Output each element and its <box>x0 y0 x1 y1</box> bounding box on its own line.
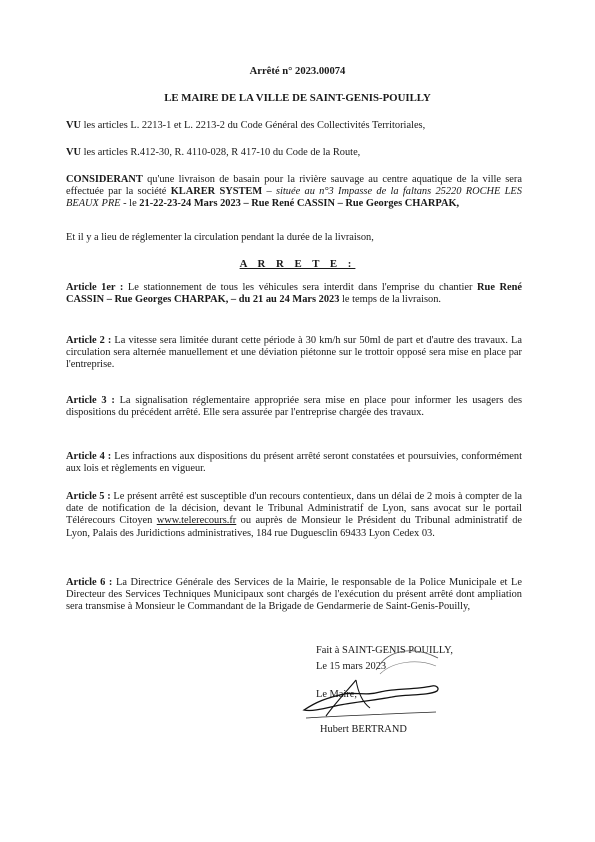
article-text: Le présent arrêté est susceptible d'un recours contentieux, dans un délai de 2 mois à compter de la date de notification de la décision, devant le Tribunal Administratif de Lyon, sans avocat sur le portail Télérecours Citoyen <box>66 491 522 527</box>
article-1 <box>66 282 522 306</box>
vu-paragraph-1 <box>66 120 522 132</box>
article-3 <box>66 395 522 419</box>
decree-reference: Arrêté n° 2023.00074 <box>249 66 346 77</box>
article-5 <box>66 491 522 540</box>
considerant-label: CONSIDERANT <box>66 174 143 185</box>
article-label: Article 5 : <box>66 491 111 502</box>
considerant-text: qu'une livraison de basain pour la rivière sauvage au centre aquatique de la ville sera effectuée par la société <box>66 174 522 198</box>
vu-label: VU <box>66 147 82 158</box>
article-text: La vitesse sera limitée durant cette période à 30 km/h sur 50ml de part et d'autre des travaux. La circulation sera alternée manuellement et une déviation piétonne sur le trottoir opposé sera mise en place par l'entreprise. <box>66 335 522 371</box>
article-text: le temps de la livraison. <box>339 294 442 306</box>
article-text: La Directrice Générale des Services de la Mairie, le responsable de la Police Municipale et Le Directeur des Services Techniques Municipaux sont chargés de l'exécution du présent arrêté dont ampliation sera transmise à Monsieur le Commandant de la Brigade de Gendarmerie de Saint-Genis-Pouilly, <box>66 577 522 613</box>
company-name: KLARER SYSTEM <box>170 186 263 198</box>
decision-heading: A R R E T E : <box>239 258 356 270</box>
vu-label: VU <box>66 120 82 131</box>
company-address: – située au n°3 Impasse de la faltans 25220 ROCHE LES BEAUX PRE <box>66 186 522 210</box>
vu-text: les articles R.412-30, R. 4110-028, R 417-10 du Code de la Route, <box>81 147 361 158</box>
article-label: Article 3 : <box>66 395 115 406</box>
considerant-paragraph <box>66 174 522 211</box>
handwritten-signature <box>296 672 446 722</box>
decree-authority-title: LE MAIRE DE LA VILLE DE SAINT-GENIS-POUILLY <box>164 92 431 104</box>
signature-date: Le 15 mars 2023 <box>316 661 387 673</box>
article-6 <box>66 577 522 614</box>
considerant-connector: - le <box>120 198 140 210</box>
signature-place: Fait à SAINT-GENIS POUILLY, <box>316 645 453 656</box>
signatory-name: Hubert BERTRAND <box>320 723 407 735</box>
delivery-dates-location: 21-22-23-24 Mars 2023 – Rue René CASSIN – Rue Georges CHARPAK, <box>139 198 460 210</box>
signature-role: Le Maire, <box>316 689 357 701</box>
vu-paragraph-2 <box>66 147 522 159</box>
considerant-conclusion: Et il y a lieu de réglementer la circulation pendant la durée de la livraison, <box>66 232 374 243</box>
article-text: Les infractions aux dispositions du présent arrêté seront constatées et poursuivies, conformément aux lois et règlements en vigueur. <box>66 451 522 475</box>
article-text: Le stationnement de tous les véhicules sera interdit dans l'emprise du chantier <box>123 282 478 293</box>
article-label: Article 6 : <box>66 577 113 588</box>
article-text: La signalisation réglementaire appropriée sera mise en place pour informer les usagers des dispositions du précédent arrêté. Elle sera assurée par l'entreprise chargée des travaux. <box>66 395 522 419</box>
article-highlight: Rue René CASSIN – Rue Georges CHARPAK, – du 21 au 24 Mars 2023 <box>66 282 522 306</box>
article-text: ou auprès de Monsieur le Président du Tribunal administratif de Lyon, Palais des Juridictions administratives, 184 rue Duguesclin 69433 Lyon Cedex 03. <box>66 515 523 539</box>
telerecours-link[interactable]: www.telerecours.fr <box>156 515 237 527</box>
article-2 <box>66 335 522 372</box>
article-4 <box>66 451 522 475</box>
vu-text: les articles L. 2213-1 et L. 2213-2 du Code Général des Collectivités Territoriales, <box>81 120 426 131</box>
article-label: Article 2 : <box>66 335 112 346</box>
article-label: Article 1er : <box>66 282 124 293</box>
article-label: Article 4 : <box>66 451 112 462</box>
